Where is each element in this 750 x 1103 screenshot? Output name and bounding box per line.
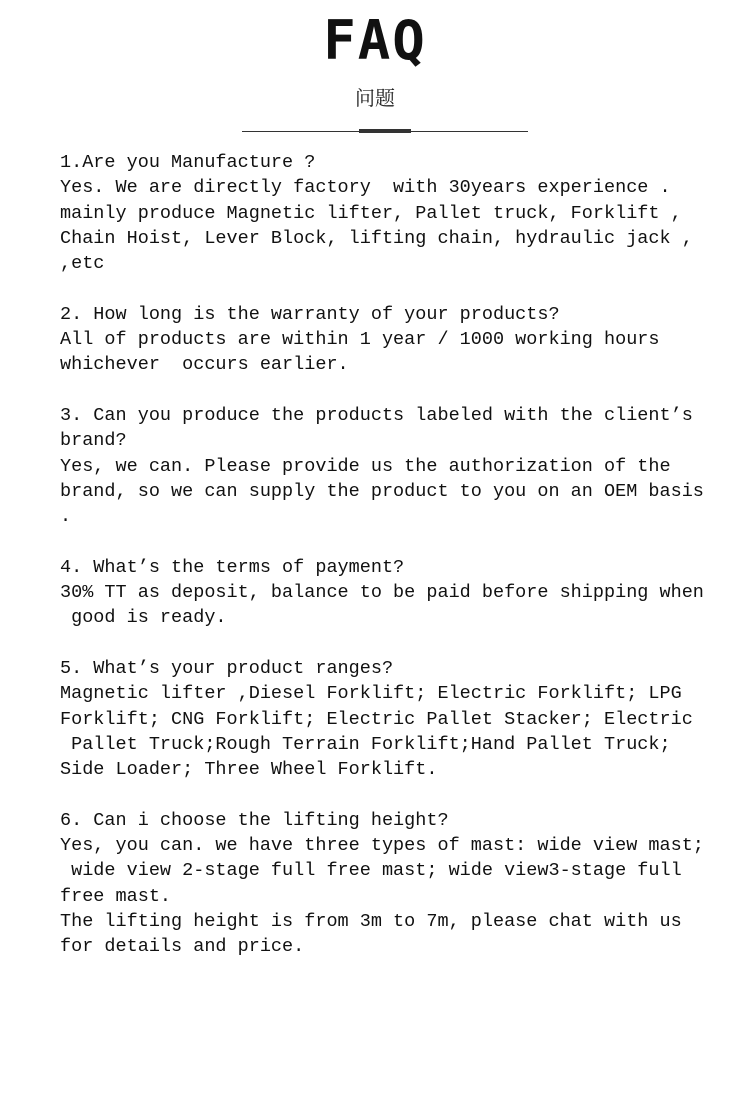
faq-question: 6. Can i choose the lifting height?: [60, 809, 449, 831]
faq-answer-line: Pallet Truck;Rough Terrain Forklift;Hand Pallet Truck;: [60, 733, 671, 755]
faq-item: [60, 403, 720, 529]
faq-spacer: [60, 782, 720, 807]
faq-question: 4. What’s the terms of payment?: [60, 556, 405, 578]
faq-answer-line: Forklift; CNG Forklift; Electric Pallet Stacker; Electric: [60, 708, 693, 730]
faq-answer-line: Side Loader; Three Wheel Forklift.: [60, 759, 438, 781]
faq-question: 2. How long is the warranty of your products?: [60, 303, 560, 325]
faq-item: [60, 555, 720, 631]
faq-item: [60, 808, 720, 960]
page-title: FAQ: [323, 9, 427, 72]
faq-question: 3. Can you produce the products labeled with the client’s: [60, 404, 693, 426]
faq-list: [60, 150, 720, 960]
faq-answer-line: All of products are within 1 year / 1000 working hours: [60, 329, 660, 351]
faq-answer-line: mainly produce Magnetic lifter, Pallet truck, Forklift ,: [60, 202, 682, 224]
faq-answer-line: The lifting height is from 3m to 7m, please chat with us: [60, 910, 682, 932]
faq-spacer: [60, 276, 720, 301]
faq-answer-line: .: [60, 506, 72, 528]
faq-answer-line: free mast.: [60, 885, 172, 907]
faq-answer-line: for details and price.: [60, 936, 305, 958]
faq-question: 1.Are you Manufacture ?: [60, 152, 316, 173]
faq-answer-line: brand, so we can supply the product to you on an OEM basis: [60, 480, 704, 502]
faq-answer-line: whichever occurs earlier.: [60, 354, 349, 376]
faq-spacer: [60, 631, 720, 656]
faq-answer-line: 30% TT as deposit, balance to be paid before shipping when: [60, 582, 704, 604]
faq-question: 5. What’s your product ranges?: [60, 657, 394, 679]
faq-answer-line: Yes. We are directly factory with 30years experience .: [60, 177, 671, 199]
faq-answer-line: good is ready.: [60, 607, 227, 629]
faq-question: brand?: [60, 430, 127, 452]
faq-item: [60, 150, 720, 276]
faq-answer-line: Chain Hoist, Lever Block, lifting chain, hydraulic jack ,: [60, 227, 693, 249]
faq-answer-line: Magnetic lifter ,Diesel Forklift; Electric Forklift; LPG: [60, 683, 682, 705]
faq-answer-line: Yes, you can. we have three types of mast: wide view mast;: [60, 835, 704, 857]
faq-spacer: [60, 378, 720, 403]
faq-answer-line: Yes, we can. Please provide us the authorization of the: [60, 455, 671, 477]
faq-item: [60, 302, 720, 378]
title-divider-accent: [359, 129, 411, 133]
page-subtitle: 问题: [355, 86, 395, 110]
faq-answer-line: ,etc: [60, 253, 105, 275]
faq-item: [60, 656, 720, 782]
faq-answer-line: wide view 2-stage full free mast; wide view3-stage full: [60, 860, 682, 882]
faq-spacer: [60, 529, 720, 554]
